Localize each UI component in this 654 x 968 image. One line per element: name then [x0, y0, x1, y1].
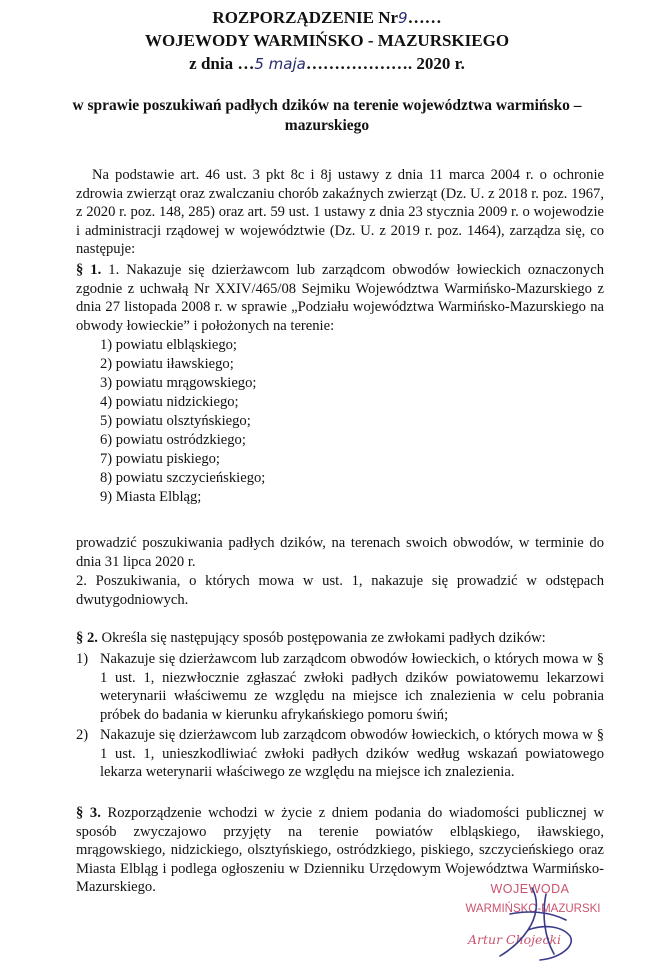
stamp-title: WOJEWODA — [490, 882, 570, 896]
stamp-name: Artur Chojecki — [468, 932, 562, 947]
section-2-intro-text: Określa się następujący sposób postępowania ze zwłokami padłych dzików: — [97, 630, 546, 646]
section-1-conclusion: prowadzić poszukiwania padłych dzików, na terenach swoich obwodów, w terminie do dnia 31 lipca 2020 r. — [76, 535, 604, 570]
list-item: 4) powiatu nidzickiego; — [100, 394, 239, 410]
section-1-intro — [76, 261, 604, 335]
regulation-subject: w sprawie poszukiwań padłych dzików na terenie województwa warmińsko – mazurskiego — [72, 97, 582, 134]
issuer-line: WOJEWODY WARMIŃSKO - MAZURSKIEGO — [144, 31, 510, 50]
signature-stroke — [500, 888, 571, 960]
regulation-number-line — [0, 8, 654, 28]
item-number: 1) — [76, 651, 89, 667]
list-item: 5) powiatu olsztyńskiego; — [100, 413, 251, 429]
section-1-mark: § 1. — [76, 262, 102, 278]
section-2-mark: § 2. — [76, 630, 98, 646]
list-item: 6) powiatu ostródzkiego; — [100, 432, 246, 448]
item-text: Nakazuje się dzierżawcom lub zarządcom obwodów łowieckich, o których mowa w § 1 ust. 1, niezwłocznie zgłaszać zwłoki padłych dzików powiatowemu lekarzowi weterynarii właściwemu ze względu na miejsce ich znalezienia w celu pobrania próbek do badania w kierunku afrykańskiego pomoru świń; — [100, 651, 604, 723]
list-item: 1) powiatu elbląskiego; — [100, 337, 237, 353]
date-line — [0, 54, 654, 74]
list-item: 9) Miasta Elbląg; — [100, 489, 202, 505]
list-item: 7) powiatu piskiego; — [100, 451, 220, 467]
preamble: Na podstawie art. 46 ust. 3 pkt 8c i 8j ustawy z dnia 11 marca 2004 r. o ochronie zdrowia zwierząt oraz zwalczaniu chorób zakaźnych zwierząt (Dz. U. z 2018 r. poz. 1967, z 2020 r. poz. 148, 285) oraz art. 59 ust. 1 ustawy z dnia 23 stycznia 2009 r. o wojewodzie i administracji rządowej w województwie (Dz. U. z 2019 r. poz. 1464), zarządza się, co następuje: — [76, 167, 604, 258]
list-item: 2) powiatu iławskiego; — [100, 356, 234, 372]
date-year: 2020 r. — [412, 54, 465, 73]
item-text: Nakazuje się dzierżawcom lub zarządcom obwodów łowieckich, o których mowa w § 1 ust. 1, unieszkodliwiać zwłoki padłych dzików według wskazań powiatowego lekarza weterynarii właściwego ze względu na miejsce ich znalezienia. — [100, 727, 604, 781]
handwritten-number: 9 — [398, 9, 408, 27]
section-1-point-2: 2. Poszukiwania, o których mowa w ust. 1, nakazuje się prowadzić w odstępach dwutygodniowych. — [76, 573, 604, 608]
list-item: 8) powiatu szczycieńskiego; — [100, 470, 266, 486]
section-1-intro-text: 1. Nakazuje się dzierżawcom lub zarządcom obwodów łowieckich oznaczonych zgodnie z uchwałą Nr XXIV/465/08 Sejmiku Województwa Warmińsko-Mazurskiego z dnia 27 listopada 2008 r. w sprawie „Podziału województwa Warmińsko-Mazurskiego na obwody łowieckie” i położonych na terenie: — [76, 262, 605, 334]
regulation-title: ROZPORZĄDZENIE Nr — [212, 8, 399, 27]
date-dots-right: ………………. — [305, 54, 413, 73]
handwritten-signature — [470, 884, 590, 964]
section-3-mark: § 3. — [76, 805, 101, 821]
section-2-intro — [76, 629, 604, 648]
date-dots-left: … — [237, 54, 255, 73]
section-2-item-1 — [76, 650, 604, 724]
date-prefix: z dnia — [189, 54, 238, 73]
handwritten-date: 5 maja — [254, 55, 306, 73]
section-2-item-2 — [76, 726, 604, 782]
list-item: 3) powiatu mrągowskiego; — [100, 375, 257, 391]
section-3-text: Rozporządzenie wchodzi w życie z dniem podania do wiadomości publicznej w sposób zwyczajowo przyjęty na terenie powiatów elbląskiego, iławskiego, mrągowskiego, nidzickiego, olsztyńskiego, ostródzkiego, piskiego, szczycieńskiego oraz Miasta Elbląg i podlega ogłoszeniu w Dzienniku Urzędowym Województwa Warmińsko-Mazurskiego. — [76, 805, 604, 896]
number-dots: …… — [407, 8, 442, 27]
stamp-office: WARMIŃSKO-MAZURSKI — [465, 903, 601, 915]
item-number: 2) — [76, 727, 89, 743]
districts-list — [100, 336, 265, 507]
